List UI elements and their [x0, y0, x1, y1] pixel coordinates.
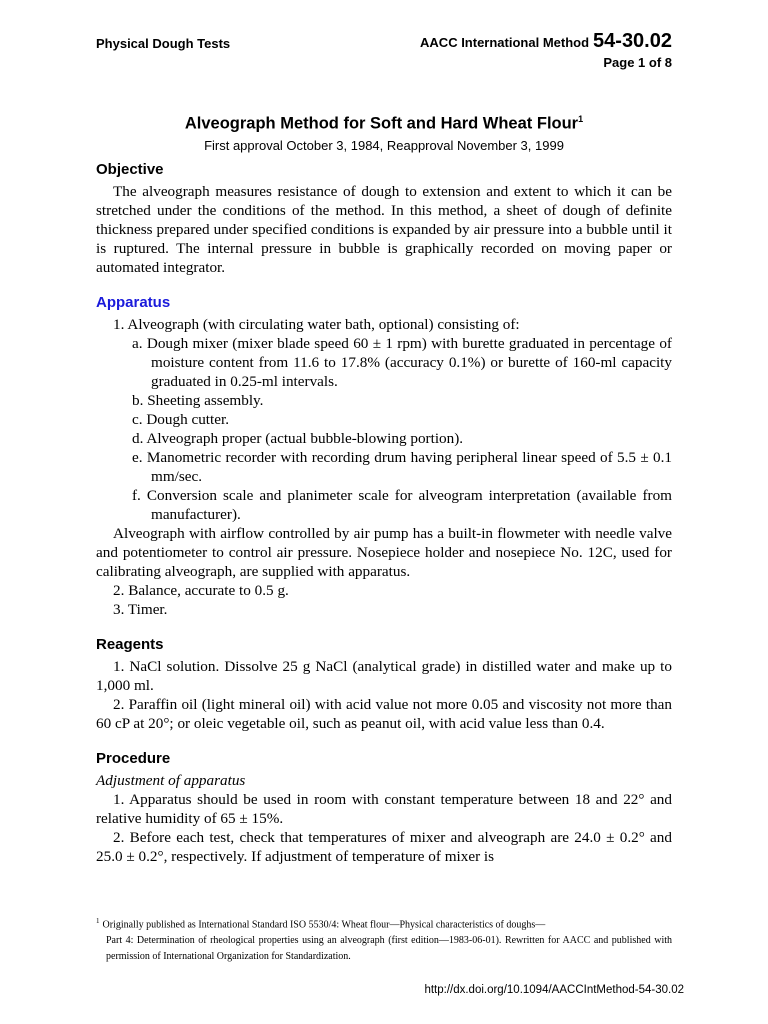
footnote-continuation: Part 4: Determination of rheological properties using an alveograph (first edition—1983-06-01). Rewritten for AACC and published with permission of International Organization for Standardization. [106, 935, 672, 963]
objective-text: The alveograph measures resistance of dough to extension and extent to which it can be stretched under the conditions of the method. In this method, a sheet of dough of definite thickness prepared under specified conditions is expanded by air pressure into a bubble until it is ruptured. The internal pressure in bubble is graphically recorded on moving paper or automated integrator. [96, 183, 672, 276]
reagent-item: 2. Paraffin oil (light mineral oil) with acid value not more 0.05 and viscosity not more than 60 cP at 20°; or oleic vegetable oil, such as peanut oil, with acid value less than 0.4. [96, 696, 672, 732]
method-label: AACC International Method [420, 35, 590, 50]
footnote-first-line [96, 913, 672, 933]
objective-heading: Objective [96, 161, 164, 178]
approval-dates: First approval October 3, 1984, Reapproval November 3, 1999 [204, 137, 564, 153]
footnote-line1: Originally published as International Standard ISO 5530/4: Wheat flour—Physical characteristics of doughs— [102, 919, 546, 931]
procedure-item: 2. Before each test, check that temperatures of mixer and alveograph are 24.0 ± 0.2° and 25.0 ± 0.2°, respectively. If adjustment of temperature of mixer is [96, 829, 672, 865]
footnote-mark: 1 [96, 917, 100, 925]
apparatus-sub-f: f. Conversion scale and planimeter scale for alveogram interpretation (available from manufacturer). [132, 487, 672, 523]
apparatus-sub-e: e. Manometric recorder with recording drum having peripheral linear speed of 5.5 ± 0.1 mm/sec. [132, 449, 672, 485]
apparatus-sub-b: b. Sheeting assembly. [132, 392, 264, 409]
doi-link[interactable]: http://dx.doi.org/10.1094/AACCIntMethod-54-30.02 [424, 984, 684, 996]
footnote [96, 913, 672, 965]
title-text: Alveograph Method for Soft and Hard Wheat Flour [184, 114, 579, 133]
procedure-subheading: Adjustment of apparatus [96, 772, 246, 789]
method-number: 54-30.02 [593, 30, 672, 52]
reagent-item: 1. NaCl solution. Dissolve 25 g NaCl (analytical grade) in distilled water and make up to 1,000 ml. [96, 658, 672, 694]
method-header [420, 30, 672, 70]
apparatus-note: Alveograph with airflow controlled by air pump has a built-in flowmeter with needle valve and potentiometer to control air pressure. Nosepiece holder and nosepiece No. 12C, used for calibrating alveograph, are supplied with apparatus. [96, 525, 672, 580]
apparatus-sub-c: c. Dough cutter. [132, 411, 230, 428]
page-number: Page 1 of 8 [603, 55, 672, 70]
procedure-heading: Procedure [96, 750, 171, 767]
apparatus-item-1: 1. Alveograph (with circulating water bath, optional) consisting of: [113, 316, 520, 333]
apparatus-sub-d: d. Alveograph proper (actual bubble-blowing portion). [132, 430, 464, 447]
apparatus-item-2: 2. Balance, accurate to 0.5 g. [113, 582, 289, 599]
document-title [96, 114, 672, 134]
procedure-item: 1. Apparatus should be used in room with constant temperature between 18 and 22° and relative humidity of 65 ± 15%. [96, 791, 672, 827]
reagents-heading: Reagents [96, 636, 164, 653]
apparatus-item-3: 3. Timer. [113, 601, 168, 618]
apparatus-heading[interactable]: Apparatus [96, 294, 171, 311]
section-header: Physical Dough Tests [96, 36, 231, 51]
document-body [96, 160, 672, 866]
title-block [96, 114, 672, 153]
title-footnote-mark: 1 [578, 114, 584, 124]
apparatus-sub-a: a. Dough mixer (mixer blade speed 60 ± 1 rpm) with burette graduated in percentage of moisture content from 11.6 to 17.8% (accuracy 0.1%) or burette of 160-ml capacity graduated in 0.25-ml intervals. [132, 335, 672, 390]
